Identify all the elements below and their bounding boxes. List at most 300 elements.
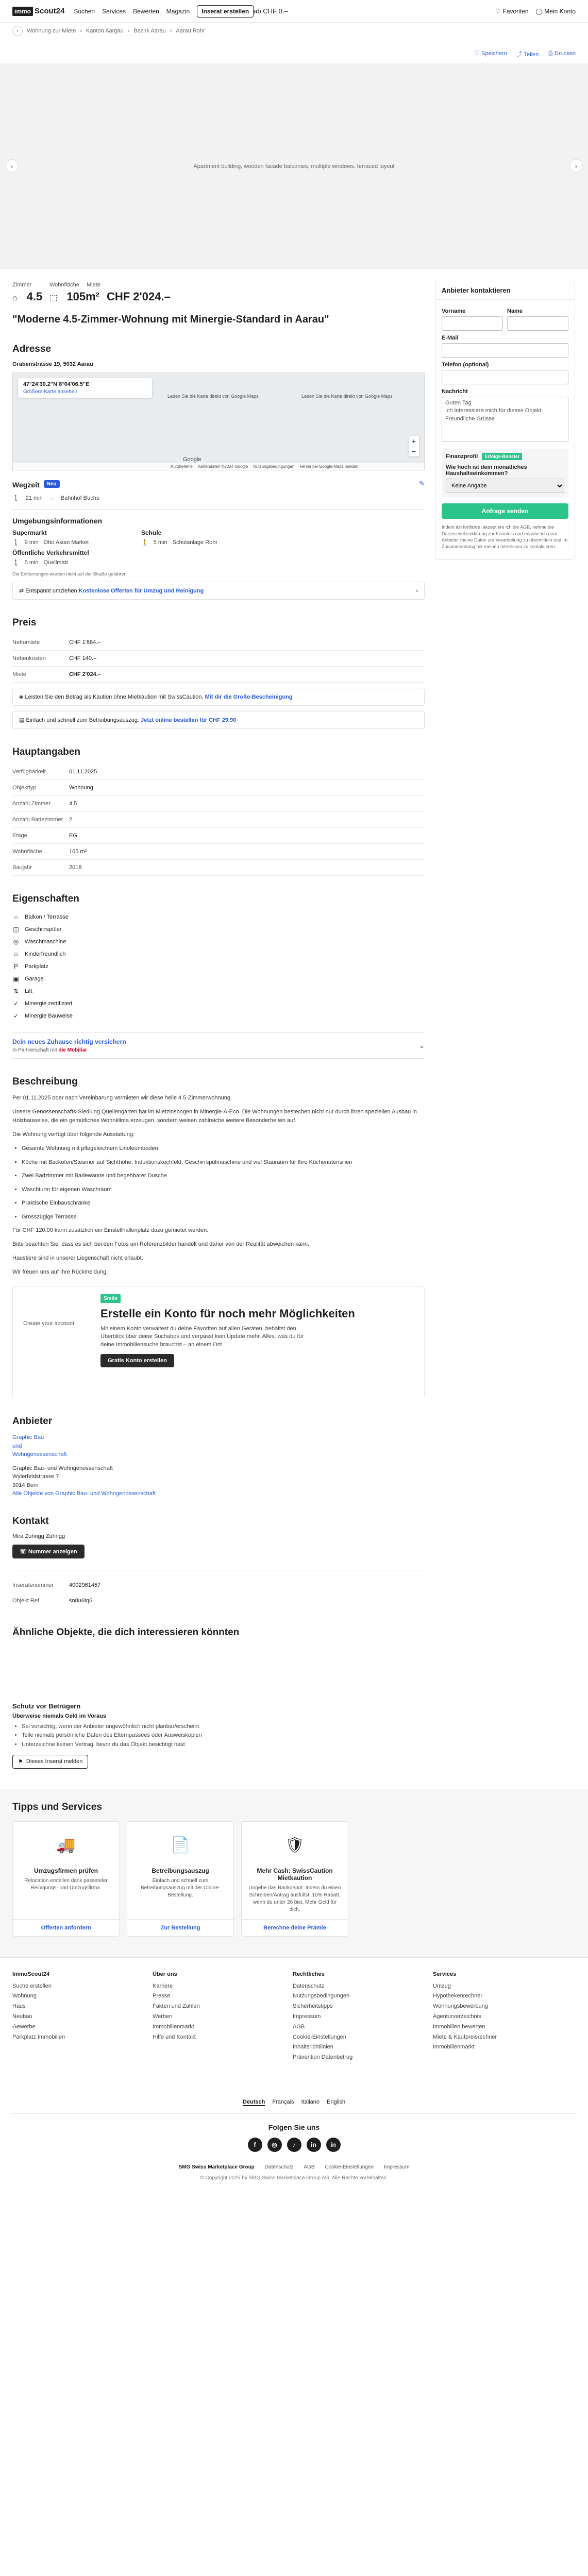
main-data-key: Baujahr [12, 865, 32, 871]
insurance-banner[interactable] [12, 1032, 425, 1059]
fraud-protection [12, 1702, 576, 1769]
crumb-1[interactable]: Wohnung zur Miete [27, 28, 76, 34]
finance-question: Wie hoch ist dein monatliches Haushaltseinkommen? [446, 464, 527, 477]
logo-part-scout: Scout24 [35, 7, 65, 15]
service-title: Mehr Cash: SwissCaution Mietkaution [257, 1867, 333, 1882]
feature-item [12, 960, 425, 973]
footer-link[interactable]: Datenschutz [293, 1982, 325, 1989]
report-listing-label: Dieses Inserat melden [26, 1758, 83, 1765]
map-note: Laden Sie die Karte direkt von Google Maps [167, 394, 259, 399]
service-title: Betreibungsauszug [152, 1867, 209, 1874]
main-data-heading: Hauptangaben [12, 747, 80, 757]
main-data-key: Wohnfläche [12, 849, 42, 855]
service-tile[interactable] [127, 1821, 234, 1937]
description-list-item: • Zwei Badzimmer mit Badewanne und begehbarer Dusche [22, 1172, 425, 1180]
first-name-field[interactable] [442, 316, 503, 331]
poi-supermarket-heading: Supermarkt [12, 529, 47, 536]
footer-link[interactable]: Karriere [153, 1982, 173, 1989]
map-footer-text: Kartendaten ©2024 Google [197, 464, 248, 469]
dishwasher-icon: ◫ [13, 926, 19, 933]
keyfacts-values [12, 290, 425, 303]
service-desc: Ungebe das Bankdepot. Indem du einen Schreiben/Antrag ausfüllst. 10% Rabatt, wenn du unter 26 bist. Mehr Geld für dich. [248, 1885, 341, 1912]
message-field[interactable] [442, 397, 568, 442]
gallery-next-icon[interactable]: › [569, 159, 583, 173]
label-rent: Miete [87, 282, 100, 288]
travel-time [12, 477, 425, 491]
gallery-image-alt: Apartment building, wooden facade balconies, multiple windows, terraced layout [193, 163, 395, 170]
main-column [12, 269, 425, 1608]
top-bar [0, 0, 588, 23]
zoom-out-icon[interactable]: − [411, 447, 416, 455]
contact-form-heading: Anbieter kontaktieren [435, 281, 575, 300]
account-link[interactable] [536, 8, 576, 15]
price-value: CHF 2'024.– [69, 671, 101, 677]
feature-item [12, 923, 425, 936]
footer-link[interactable]: Immobilienmarkt [153, 2023, 194, 2030]
site-logo[interactable] [12, 7, 64, 16]
feature-label: Lift [25, 988, 32, 994]
contact-form [435, 281, 575, 560]
lang-en[interactable]: English [327, 2099, 346, 2106]
area-value: 105m² [66, 290, 99, 303]
footer-link[interactable]: Suche erstellen [12, 1982, 52, 1989]
create-listing-price: ab CHF 0.– [254, 7, 288, 15]
zoom-in-icon[interactable]: + [411, 437, 416, 445]
address-heading: Adresse [12, 344, 51, 354]
tiktok-icon[interactable]: ♪ [287, 2138, 301, 2152]
poi-school-heading: Schule [141, 529, 162, 536]
fraud-item: • Sei vorsichtig, wenn der Anbieter ungewöhnlich nicht planbar/erscheint [22, 1722, 576, 1732]
map-footer [13, 463, 424, 470]
instagram-icon[interactable]: ◎ [267, 2138, 282, 2152]
signup-card [12, 1286, 425, 1398]
print-icon: ⎙ [548, 49, 553, 57]
price-row [12, 635, 425, 651]
footer-link[interactable]: Sicherheitstipps [293, 2003, 333, 2010]
description-list-item: • Grosszügige Terrasse [22, 1213, 425, 1222]
map-info-card [18, 378, 152, 398]
crumb-sep: › [170, 28, 172, 34]
footer-link[interactable]: Agenturverzeichnis [433, 2013, 481, 2020]
poi-transit-heading: Öffentliche Verkehrsmittel [12, 549, 89, 556]
price-row [12, 651, 425, 667]
crumb-4[interactable]: Aarau Rohr [176, 28, 205, 34]
legal-link[interactable]: Cookie-Einstellungen [325, 2164, 374, 2171]
main-data-key: Anzahl Badezimmer [12, 817, 63, 823]
footer-link[interactable]: Neubau [12, 2013, 32, 2020]
chevron-down-icon[interactable]: ⌄ [419, 1041, 425, 1049]
fraud-list [22, 1722, 576, 1750]
id-row [12, 1593, 425, 1608]
listing-title: "Moderne 4.5-Zimmer-Wohnung mit Minergie-Standard in Aarau" [12, 314, 329, 325]
description-paragraph: Per 01.11.2025 oder nach Vereinbarung vermieten wir diese helle 4.5-Zimmerwohnung. [12, 1095, 232, 1101]
report-listing-button[interactable] [12, 1755, 88, 1769]
crumb-sep: › [80, 28, 82, 34]
balcony-icon: ⌂ [14, 913, 18, 921]
linkedin-icon[interactable]: in [326, 2138, 341, 2152]
privacy-fineprint: Indem ich fortfahre, akzeptiere ich die AGB, nehme die Datenschutzerklärung zur Kenntnis und erlaube ich dem Anbieter meine Daten zur Verarbeitung zu übermitteln und im Zusammenhang mit meinen Interessen zu kontaktieren. [442, 524, 568, 549]
id-row [12, 1578, 425, 1593]
tips-services [0, 1789, 588, 1957]
provider-street: Wylerfeldstrasse 7 [12, 1473, 59, 1480]
main-data-key: Anzahl Zimmer [12, 801, 51, 807]
contact-heading: Kontakt [12, 1515, 49, 1527]
price-heading: Preis [12, 617, 37, 628]
main-data-row [12, 812, 425, 828]
crumb-sep: › [127, 28, 130, 34]
id-value: 4002961457 [69, 1582, 101, 1588]
service-desc: Relocation erstellen dank passender Reinigungs- und Umzugsfirma. [24, 1877, 108, 1891]
main-data-row [12, 828, 425, 844]
deposit-promo[interactable] [12, 688, 425, 706]
poi-heading: Umgebungsinformationen [12, 517, 103, 525]
service-link[interactable]: Offerten anfordern [13, 1919, 119, 1936]
washer-icon: ◎ [13, 938, 19, 945]
print-label: Drucken [555, 50, 576, 57]
social-icons [12, 2138, 576, 2152]
provider-all-listings-link[interactable]: Alle Objekte von Graphic Bau- und Wohngenossenschaft [12, 1490, 156, 1497]
moving-icon: ⇄ [19, 588, 26, 594]
main-data-row [12, 764, 425, 780]
description-paragraph: Wir freuen uns auf Ihre Rückmeldung. [12, 1269, 108, 1276]
footer-column-heading: ImmoScout24 [12, 1971, 50, 1977]
legal-link[interactable]: Impressum [384, 2164, 410, 2171]
features-heading: Eigenschaften [12, 893, 79, 904]
photo-gallery[interactable] [0, 63, 588, 269]
description-heading: Beschreibung [12, 1076, 78, 1087]
first-name-label: Vorname [442, 308, 466, 314]
poi-supermarket [12, 539, 121, 546]
description-list-item: • Waschturm für eigenen Waschraum [22, 1185, 425, 1194]
deposit-link[interactable]: Mit dir die Große-Bescheinigung [205, 694, 293, 700]
main-data-value: 01.11.2025 [69, 769, 97, 775]
main-data-value: Wohnung [69, 785, 93, 791]
divider [12, 509, 425, 510]
new-badge: Neu [44, 480, 60, 488]
travel-duration: 21 min [25, 495, 43, 501]
moving-promo-text: Entspannt umziehen [25, 588, 77, 594]
debt-extract-promo[interactable] [12, 711, 425, 729]
map-zoom [409, 436, 419, 456]
footer-link[interactable]: Immobilienmarkt [433, 2044, 475, 2050]
legal-links [12, 2164, 576, 2170]
main-data-table [12, 764, 425, 876]
description-paragraph: Die Wohnung verfügt über folgende Ausstattung: [12, 1131, 135, 1138]
phone-field[interactable] [442, 370, 568, 384]
save-label: Speichern [481, 50, 507, 57]
map-coords: 47°24'30.2"N 8°04'06.5"E [23, 381, 90, 387]
footer-link[interactable]: Wohnung [12, 1993, 37, 1999]
facebook-icon[interactable]: f [248, 2138, 262, 2152]
document-icon: 📄 [171, 1837, 190, 1854]
description-list-item: • Praktische Einbauschränke [22, 1199, 425, 1208]
legal-link[interactable]: AGB [304, 2164, 315, 2171]
footer-link[interactable]: Miete & Kaufpreisrechner [433, 2033, 497, 2040]
deposit-text: Leisten Sie den Betrag als Kaution ohne Mietkaution mit SwissCaution. [25, 694, 204, 700]
nav-valuate[interactable]: Bewerten [133, 7, 159, 15]
show-number-button[interactable] [12, 1545, 85, 1558]
email-label: E-Mail [442, 335, 459, 341]
description-paragraph: Für CHF 120.00 kann zusätzlich ein Einstellhallenplatz dazu gemietet werden. [12, 1227, 209, 1234]
service-tile[interactable] [12, 1821, 120, 1937]
message-label: Nachricht [442, 388, 468, 395]
favorites-label: Favoriten [502, 7, 529, 15]
service-title: Umzugsfirmen prüfen [33, 1867, 98, 1874]
feature-label: Garage [25, 976, 44, 982]
contact-person: Mira Zuhrigg Zuhrigg [12, 1533, 65, 1539]
crumb-2[interactable]: Kanton Aargau [86, 28, 124, 34]
send-request-button[interactable]: Anfrage senden [442, 503, 568, 519]
map-footer-link[interactable]: Nutzungsbedingungen [253, 464, 295, 469]
create-account-button[interactable]: Gratis Konto erstellen [100, 1354, 174, 1367]
footer-column [12, 1971, 153, 2063]
description-list-item: • Gesamte Wohnung mit pflegeleichtem Linoleumboden [22, 1144, 425, 1153]
feature-label: Balkon / Terrasse [25, 914, 69, 920]
smg-logo: SMG Swiss Marketplace Group [178, 2164, 255, 2171]
footer-link[interactable]: Fakten und Zahlen [153, 2003, 200, 2010]
poi-time: 5 min [24, 560, 39, 566]
footer-link[interactable]: Werben [153, 2013, 173, 2020]
side-column [435, 269, 575, 1608]
area-icon: ⬚ [49, 294, 58, 302]
map-footer-link[interactable]: Kurzbefehle [171, 464, 193, 469]
footer-link[interactable]: Nutzungsbedingungen [293, 1993, 350, 1999]
feature-item [12, 997, 425, 1010]
footer-column-heading: Rechtliches [293, 1971, 325, 1977]
map[interactable] [12, 372, 425, 470]
account-label: Mein Konto [544, 7, 576, 15]
footer-columns [12, 1971, 576, 2063]
gallery-prev-icon[interactable]: ‹ [5, 159, 19, 173]
description-paragraph: Haustiere sind in unserer Liegenschaft nicht erlaubt. [12, 1255, 143, 1262]
footer-column-heading: Services [433, 1971, 457, 1977]
price-key: Miete [12, 671, 26, 677]
main-data-key: Etage [12, 833, 27, 839]
footer-link[interactable]: Umzug [433, 1982, 451, 1989]
feature-item [12, 985, 425, 997]
main-data-value: 2 [69, 817, 73, 823]
footer-column-heading: Über uns [153, 1971, 177, 1977]
footer-link[interactable]: Wohnungsbewerbung [433, 2003, 488, 2010]
lang-de[interactable]: Deutsch [242, 2099, 265, 2106]
create-listing-button[interactable]: Inserat erstellen [197, 5, 254, 18]
similar-heading: Ähnliche Objekte, die dich interessieren könnten [12, 1626, 240, 1638]
main-data-row [12, 780, 425, 796]
main-data-value: 4.5 [69, 801, 77, 807]
top-right [495, 8, 576, 15]
phone-label: Telefon (optional) [442, 362, 489, 368]
moving-promo[interactable] [12, 582, 425, 600]
map-larger-link[interactable]: Größere Karte ansehen [23, 389, 78, 395]
insurance-title[interactable]: Dein neues Zuhause richtig versichern [12, 1038, 126, 1045]
nav-services[interactable]: Services [102, 7, 126, 15]
footer-link[interactable]: Haus [12, 2003, 26, 2010]
garage-icon: ▣ [13, 975, 19, 982]
signup-text: Mit einem Konto verwaltest du deine Favoriten auf allen Geräten, behältst den Überblick über deine Suchabos und verpasst kein Update mehr. Alles, was du für deine Immobiliensuche brauchst – an einem Ort! [100, 1325, 304, 1348]
debt-extract-link[interactable]: Jetzt online bestellen für CHF 29.90 [141, 717, 237, 723]
google-logo: Google [183, 456, 201, 463]
email-field[interactable] [442, 343, 568, 358]
id-key: Inseratenummer [12, 1582, 54, 1588]
last-name-field[interactable] [507, 316, 568, 331]
footer-link[interactable]: Hilfe und Kontakt [153, 2033, 196, 2040]
footer-column [153, 1971, 293, 2063]
signup-tag: Smilo [100, 1294, 121, 1303]
label-rooms: Zimmer [12, 282, 32, 288]
provider-city: 3014 Bern [12, 1482, 39, 1488]
document-icon: ▤ [19, 717, 26, 723]
rooms-value: 4.5 [26, 290, 43, 303]
fraud-heading: Schutz vor Betrügern [12, 1702, 81, 1710]
poi-name: Otto Asian Market [43, 539, 89, 546]
tips-tiles [12, 1821, 576, 1937]
nav-search[interactable]: Suchen [74, 7, 95, 15]
feature-item [12, 973, 425, 985]
print-button[interactable] [548, 49, 576, 58]
crumb-3[interactable]: Bezirk Aarau [133, 28, 166, 34]
insurance-sub [12, 1047, 126, 1053]
poi-grid [12, 529, 249, 566]
footer-link[interactable]: Prävention Datenbetrug [293, 2054, 353, 2061]
feature-label: Parkplatz [25, 963, 48, 970]
main-data-value: 105 m² [69, 849, 87, 855]
save-button[interactable] [474, 49, 507, 58]
flag-icon: ⚑ [18, 1758, 23, 1765]
similar-listings [12, 1645, 576, 1693]
description-list [22, 1144, 425, 1221]
share-button[interactable] [516, 49, 539, 58]
service-desc: Einfach und schnell zum Betreibungsauszug mit der Online-Bestellung. [141, 1877, 220, 1898]
walking-icon: 🚶 [141, 540, 148, 546]
last-name-label: Name [507, 308, 523, 314]
lang-fr[interactable]: Français [272, 2099, 294, 2106]
price-row [12, 667, 425, 683]
poi-time: 9 min [24, 539, 39, 546]
feature-label: Waschmaschine [25, 939, 66, 945]
footer-link[interactable]: Inhaltsrichtlinien [293, 2044, 333, 2050]
features-list [12, 911, 425, 1022]
rent-value: CHF 2'024.– [106, 290, 171, 303]
poi-name: Schulanlage Rohr [172, 539, 218, 546]
breadcrumb [0, 23, 588, 39]
provider-address [12, 1464, 425, 1498]
description-paragraph: Bitte beachten Sie, dass es sich bei den Fotos um Referenzbilder handelt und daher von der Realität abweichen kann. [12, 1241, 310, 1248]
travel-time-label: Wegzeit [12, 481, 40, 489]
service-link[interactable]: Berechne deine Prämie [242, 1919, 348, 1936]
footer-link[interactable]: Cookie-Einstellungen [293, 2033, 346, 2040]
fraud-item: • Unterzeichne keinen Vertrag, bevor du das Objekt besichtigt hast [22, 1740, 576, 1750]
signup-left-text: Create your account! [23, 1320, 76, 1327]
share-label: Teilen [524, 52, 539, 58]
moving-promo-link[interactable]: Kostenlose Offerten für Umzug und Reinigung [78, 588, 204, 594]
share-icon: ⤴ [516, 50, 523, 58]
provider-logo-line: Graphic Bau [12, 1434, 44, 1441]
feature-item [12, 948, 425, 960]
footer-link[interactable]: Immobilien bewerten [433, 2023, 485, 2030]
service-tile[interactable] [241, 1821, 348, 1937]
poi-school [141, 539, 249, 546]
map-footer-link[interactable]: Fehler bei Google Maps melden [299, 464, 359, 469]
provider-logo-line: und [12, 1443, 22, 1449]
parking-icon: P [13, 963, 18, 970]
feature-label: Kinderfreundlich [25, 951, 66, 957]
moving-truck-icon: 🚚 [56, 1837, 76, 1854]
provider-name: Graphic Bau- und Wohngenossenschaft [12, 1465, 113, 1471]
edit-pencil-icon[interactable]: ✎ [419, 480, 425, 487]
arrow-icon: → [48, 495, 55, 501]
feature-label: Minergie zertifiziert [25, 1001, 73, 1007]
minergie-icon: ✓ [13, 1000, 19, 1007]
linkedin-icon[interactable]: in [307, 2138, 321, 2152]
debt-extract-text: Einfach und schnell zum Betreibungsauszug: [26, 717, 139, 723]
provider-heading: Anbieter [12, 1416, 53, 1427]
house-icon: ⌂ [12, 294, 18, 302]
footer-column [433, 1971, 573, 2063]
insurance-sub-text: In Partnerschaft mit [12, 1047, 57, 1053]
main-data-value: 2018 [69, 865, 82, 871]
poi-name: Quellmatt [43, 560, 68, 566]
address-line: Grabenstrasse 19, 5032 Aarau [12, 361, 93, 367]
signup-title: Erstelle ein Konto für noch mehr Möglichkeiten [100, 1307, 355, 1320]
back-icon[interactable]: ‹ [12, 26, 23, 36]
language-switcher [12, 2099, 576, 2114]
income-select[interactable] [446, 479, 564, 493]
deposit-icon: ◈ [19, 694, 25, 700]
mobiliar-logo: die Mobiliar [58, 1047, 88, 1053]
provider-logo [12, 1433, 425, 1459]
footer-column [293, 1971, 433, 2063]
child-icon: ☺ [12, 951, 20, 958]
main-data-row [12, 796, 425, 812]
legal-link[interactable]: Datenschutz [264, 2164, 294, 2171]
lang-it[interactable]: Italiano [301, 2099, 320, 2106]
heart-icon: ♡ [495, 7, 503, 15]
main-data-key: Objekttyp [12, 785, 37, 791]
service-link[interactable]: Zur Bestellung [127, 1919, 233, 1936]
walking-icon: 🚶 [12, 496, 20, 502]
main-data-value: EG [69, 833, 77, 839]
provider-logo-line: Wohngenossenschaft [12, 1451, 67, 1458]
footer-link[interactable]: Impressum [293, 2013, 321, 2020]
footer-link[interactable]: Parkplatz Immobilien [12, 2033, 65, 2040]
elevator-icon: ⇅ [13, 988, 19, 995]
label-area: Wohnfläche [49, 282, 79, 288]
nav-magazine[interactable]: Magazin [166, 7, 190, 15]
feature-item [12, 911, 425, 923]
footer-link[interactable]: Gewerbe [12, 2023, 36, 2030]
social-follow [12, 2123, 576, 2152]
map-note: Laden Sie die Karte direkt von Google Maps [301, 394, 393, 399]
favorites-link[interactable] [495, 8, 528, 15]
tips-heading: Tipps und Services [12, 1801, 102, 1812]
feature-label: Minergie Bauweise [25, 1013, 73, 1019]
finance-badge: Erfolgs-Booster [482, 453, 522, 460]
description-list-item: • Küche mit Backofen/Steamer auf Sichthöhe, Induktionskochfeld, Geschirrspülmaschine und viel Stauraum für Ihre Küchenutensilien [22, 1158, 425, 1167]
travel-time-row [12, 495, 425, 502]
footer-link[interactable]: Presse [153, 1993, 171, 1999]
finance-title: Finanzprofil [446, 453, 478, 460]
main-data-row [12, 844, 425, 860]
id-value: sn8u6tq6 [69, 1597, 93, 1604]
price-value: CHF 1'884.– [69, 639, 101, 646]
copyright: © Copyright 2025 by SMG Swiss Marketplace Group AG. Alle Rechte vorbehalten. [200, 2175, 388, 2181]
minergie-build-icon: ✓ [13, 1012, 19, 1020]
price-key: Nettomiete [12, 639, 40, 646]
footer-link[interactable]: Hypothekenrechner [433, 1993, 483, 1999]
fraud-item: • Teile niemals persönliche Daten des Elternpassees oder Ausweiskopien [22, 1731, 576, 1740]
footer-link[interactable]: AGB [293, 2023, 305, 2030]
heart-icon: ♡ [474, 49, 480, 57]
